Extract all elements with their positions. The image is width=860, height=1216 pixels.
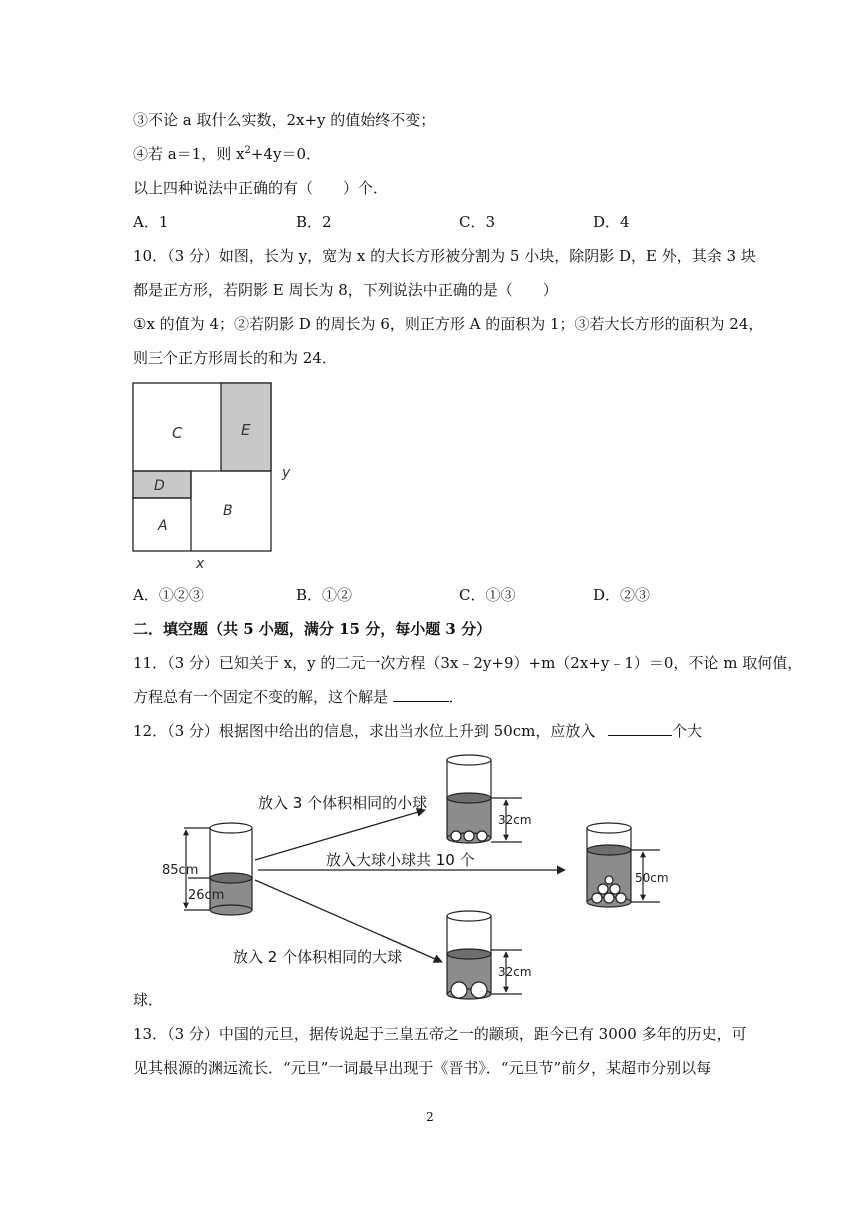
q11-line-1: 11．（3 分）已知关于 x，y 的二元一次方程（3x﹣2y+9）+m（2x+y﹣1）＝0，不论 m 取何值，	[133, 654, 803, 672]
q12-line-1-pre: 12．（3 分）根据图中给出的信息，求出当水位上升到 50cm，应放入	[133, 722, 596, 740]
q12-answer-blank[interactable]	[608, 721, 672, 736]
q9-stem: 以上四种说法中正确的有（ ）个．	[133, 179, 389, 197]
q10-option-a: A．①②③	[133, 586, 204, 604]
q10-line-4: 则三个正方形周长的和为 24．	[133, 349, 337, 367]
q12-line-1	[133, 721, 702, 741]
q12-figure	[160, 752, 680, 1002]
q12-line-2: 球．	[133, 991, 164, 1009]
label-85cm: 85cm	[162, 863, 199, 878]
label-b: B	[223, 503, 233, 519]
q9-statement-3: ③不论 a 取什么实数，2x+y 的值始终不变；	[133, 111, 436, 129]
label-x: x	[196, 556, 205, 572]
q9-option-c: C．3	[459, 213, 496, 231]
q10-line-3: ①x 的值为 4；②若阴影 D 的周长为 6，则正方形 A 的面积为 1；③若大长方形的面积为 24，	[133, 315, 764, 333]
q9-s4-pre: ④若 a＝1，则 x	[133, 145, 245, 163]
q10-option-c: C．①③	[459, 586, 516, 604]
q10-option-b: B．①②	[296, 586, 353, 604]
arrow-label-mid: 放入大球小球共 10 个	[326, 851, 475, 869]
q10-figure	[125, 378, 305, 573]
arrow-label-bottom: 放入 2 个体积相同的大球	[233, 948, 403, 966]
q9-s4-post: +4y＝0．	[250, 145, 321, 163]
q11-answer-blank[interactable]	[393, 687, 449, 702]
q13-line-1: 13．（3 分）中国的元旦，据传说起于三皇五帝之一的颛顼，距今已有 3000 多年的历史，可	[133, 1025, 747, 1043]
label-y: y	[282, 465, 291, 481]
q9-option-b: B．2	[296, 213, 332, 231]
q10-option-d: D．②③	[593, 586, 651, 604]
q11-line-2-text: 方程总有一个固定不变的解，这个解是	[133, 688, 389, 706]
label-d: D	[154, 478, 165, 494]
q9-option-a: A．1	[133, 213, 169, 231]
q13-line-2: 见其根源的渊远流长．“元旦”一词最早出现于《晋书》．“元旦节”前夕，某超市分别以每	[133, 1059, 712, 1077]
arrow-label-top: 放入 3 个体积相同的小球	[258, 794, 428, 812]
q10-line-1: 10．（3 分）如图，长为 y，宽为 x 的大长方形被分割为 5 小块，除阴影 D，E 外，其余 3 块	[133, 247, 756, 265]
label-32cm-bottom: 32cm	[498, 965, 532, 979]
label-32cm-top: 32cm	[498, 813, 532, 827]
section-2-heading: 二．填空题（共 5 小题，满分 15 分，每小题 3 分）	[133, 620, 492, 638]
label-50cm: 50cm	[635, 871, 669, 885]
q9-option-d: D．4	[593, 213, 630, 231]
page-number: 2	[426, 1110, 434, 1124]
label-c: C	[172, 424, 183, 442]
q9-s4-sup: 2	[244, 145, 251, 156]
label-e: E	[241, 421, 251, 439]
q12-line-1-post: 个大	[672, 722, 703, 740]
q11-line-2: 方程总有一个固定不变的解，这个解是 ．	[133, 688, 464, 706]
q10-line-2: 都是正方形，若阴影 E 周长为 8，下列说法中正确的是（ ）	[133, 281, 558, 299]
label-a: A	[158, 518, 168, 534]
q9-statement-4	[133, 144, 321, 164]
label-26cm: 26cm	[188, 888, 225, 903]
